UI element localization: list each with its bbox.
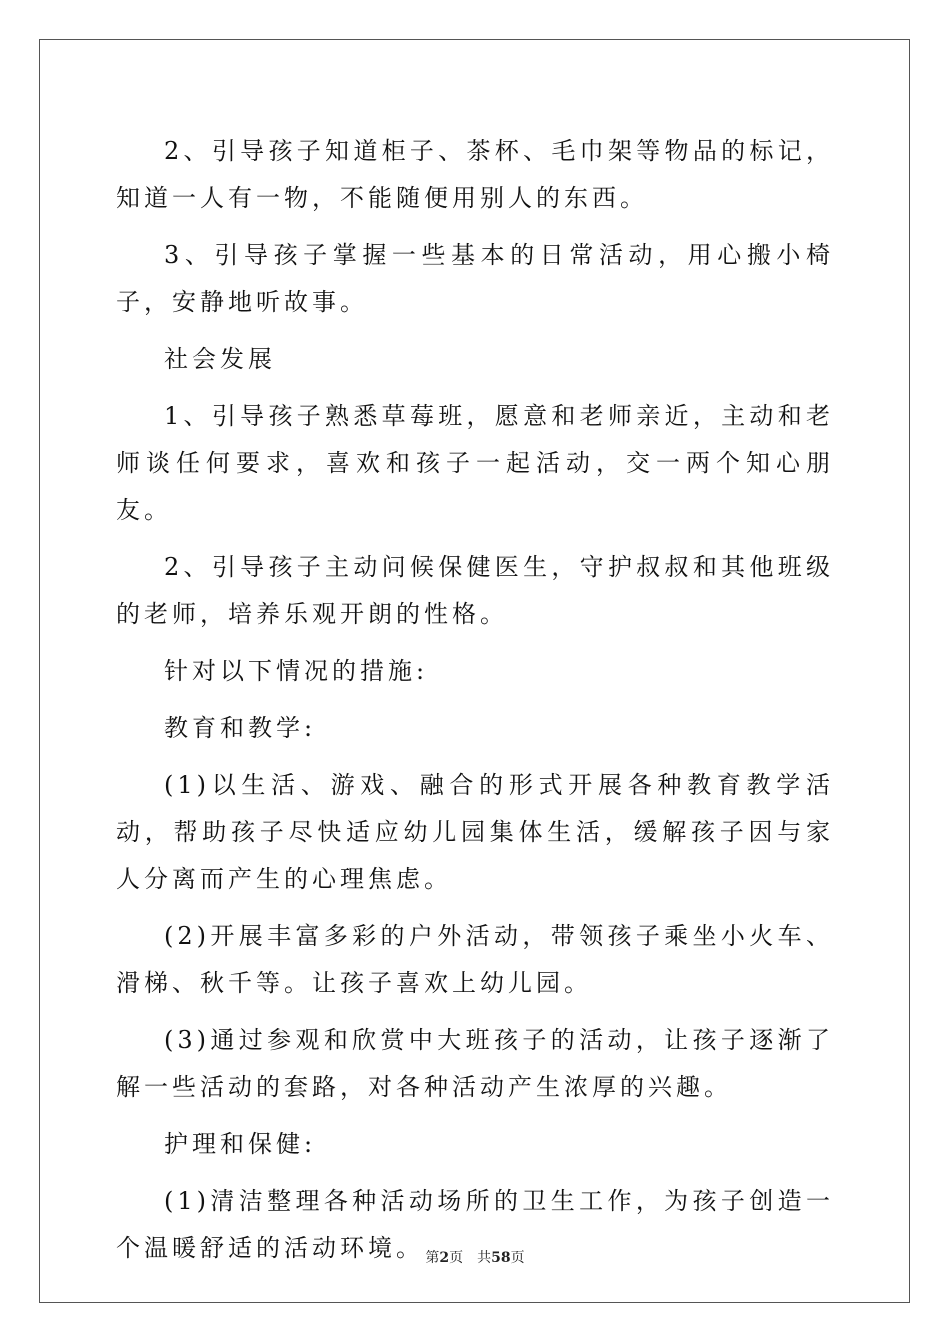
paragraph: 2、引导孩子主动问候保健医生，守护叔叔和其他班级的老师，培养乐观开朗的性格。	[116, 553, 834, 628]
page-suffix: 页	[449, 1250, 464, 1266]
section-heading: 针对以下情况的措施:	[164, 657, 429, 685]
total-prefix: 共	[477, 1250, 492, 1266]
paragraph: (2)开展丰富多彩的户外活动，带领孩子乘坐小火车、滑梯、秋千等。让孩子喜欢上幼儿园。	[116, 922, 834, 997]
total-suffix: 页	[510, 1250, 525, 1266]
total-pages-number: 58	[491, 1250, 511, 1266]
page-footer	[0, 1248, 950, 1268]
paragraph: 2、引导孩子知道柜子、茶杯、毛巾架等物品的标记，知道一人有一物，不能随便用别人的东西。	[116, 137, 834, 212]
section-heading: 社会发展	[164, 345, 276, 373]
page-prefix: 第	[425, 1250, 440, 1266]
section-heading: 教育和教学:	[164, 714, 317, 742]
paragraph: 1、引导孩子熟悉草莓班，愿意和老师亲近，主动和老师谈任何要求，喜欢和孩子一起活动，交一两个知心朋友。	[116, 402, 834, 524]
paragraph: (3)通过参观和欣赏中大班孩子的活动，让孩子逐渐了解一些活动的套路，对各种活动产生浓厚的兴趣。	[116, 1026, 834, 1101]
document-body	[116, 128, 834, 1272]
paragraph: (1)清洁整理各种活动场所的卫生工作，为孩子创造一个温暖舒适的活动环境。	[116, 1187, 834, 1262]
section-heading: 护理和保健:	[164, 1130, 317, 1158]
paragraph: (1)以生活、游戏、融合的形式开展各种教育教学活动，帮助孩子尽快适应幼儿园集体生活，缓解孩子因与家人分离而产生的心理焦虑。	[116, 771, 834, 893]
current-page-number: 2	[439, 1250, 450, 1266]
paragraph: 3、引导孩子掌握一些基本的日常活动，用心搬小椅子，安静地听故事。	[116, 241, 834, 316]
